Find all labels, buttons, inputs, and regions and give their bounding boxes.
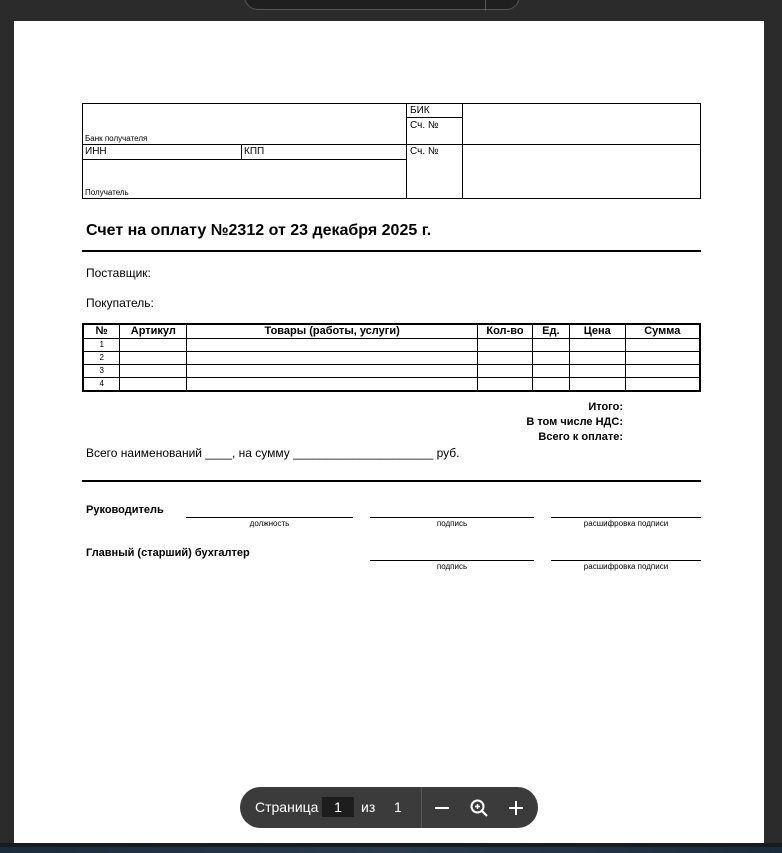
director-signature-line xyxy=(370,517,534,518)
buyer-label: Покупатель: xyxy=(86,296,154,310)
recipient-label: Получатель xyxy=(85,188,129,197)
bank-block-top-border xyxy=(82,103,701,104)
bank-block-left-border xyxy=(82,103,83,199)
director-decode-line xyxy=(551,517,701,518)
accountant-decode-line xyxy=(551,560,701,561)
column-header: Ед. xyxy=(532,324,569,338)
account-label-2: Сч. № xyxy=(410,146,439,157)
director-position-line xyxy=(186,517,353,518)
column-header: Товары (работы, услуги) xyxy=(187,324,478,338)
position-caption: должность xyxy=(249,519,290,528)
row-number: 2 xyxy=(83,351,120,364)
total-pages: 1 xyxy=(394,799,402,815)
due-label: Всего к оплате: xyxy=(538,431,623,443)
account-label-1: Сч. № xyxy=(410,120,439,131)
page-number-input[interactable] xyxy=(322,797,354,817)
accountant-label: Главный (старший) бухгалтер xyxy=(86,547,250,559)
table-row xyxy=(83,377,700,391)
bik-row-line xyxy=(406,117,463,118)
toolbar-divider xyxy=(485,0,486,11)
bank-row-line xyxy=(82,144,701,145)
total-label: Итого: xyxy=(588,401,623,413)
accountant-signature-line xyxy=(370,560,534,561)
table-row xyxy=(83,351,700,364)
vat-label: В том числе НДС: xyxy=(526,416,623,428)
summary-line: Всего наименований ____, на сумму _____________________ руб. xyxy=(86,446,460,460)
row-number: 3 xyxy=(83,364,120,377)
bank-block-bottom-border xyxy=(82,198,701,199)
kpp-label: КПП xyxy=(244,146,265,157)
bottom-taskbar-strip xyxy=(0,843,782,853)
column-header: № xyxy=(83,324,120,338)
page-label: Страница xyxy=(255,799,319,815)
document-page xyxy=(14,21,764,843)
inn-row-line xyxy=(82,159,407,160)
table-row xyxy=(83,364,700,377)
summary-separator xyxy=(82,480,701,482)
toolbar-separator xyxy=(421,787,422,828)
zoom-fit-icon[interactable] xyxy=(468,797,490,819)
table-row xyxy=(83,338,700,351)
top-toolbar-fragment xyxy=(244,0,520,10)
decode-caption: расшифровка подписи xyxy=(583,562,669,571)
taskbar-highlight xyxy=(0,847,782,853)
row-number: 1 xyxy=(83,338,120,351)
page-navigation-toolbar xyxy=(240,787,538,828)
column-header: Сумма xyxy=(625,324,700,338)
signature-caption: подпись xyxy=(436,562,468,571)
column-header: Цена xyxy=(569,324,625,338)
column-header: Кол-во xyxy=(478,324,533,338)
supplier-label: Поставщик: xyxy=(86,266,151,280)
title-underline xyxy=(82,250,701,252)
decode-caption: расшифровка подписи xyxy=(583,519,669,528)
inn-kpp-divider xyxy=(241,144,242,160)
of-label: из xyxy=(361,799,376,815)
zoom-out-icon[interactable] xyxy=(431,797,453,819)
row-number: 4 xyxy=(83,377,120,391)
bank-block-right-border xyxy=(700,103,701,199)
bik-label: БИК xyxy=(410,105,430,116)
zoom-in-icon[interactable] xyxy=(505,797,527,819)
inn-label: ИНН xyxy=(85,146,107,157)
bank-label: Банк получателя xyxy=(85,134,148,143)
table-header-row xyxy=(83,324,700,338)
column-header: Артикул xyxy=(120,324,187,338)
director-label: Руководитель xyxy=(86,504,164,516)
signature-caption: подпись xyxy=(436,519,468,528)
invoice-title: Счет на оплату №2312 от 23 декабря 2025 г. xyxy=(86,222,432,239)
items-table xyxy=(82,323,701,392)
